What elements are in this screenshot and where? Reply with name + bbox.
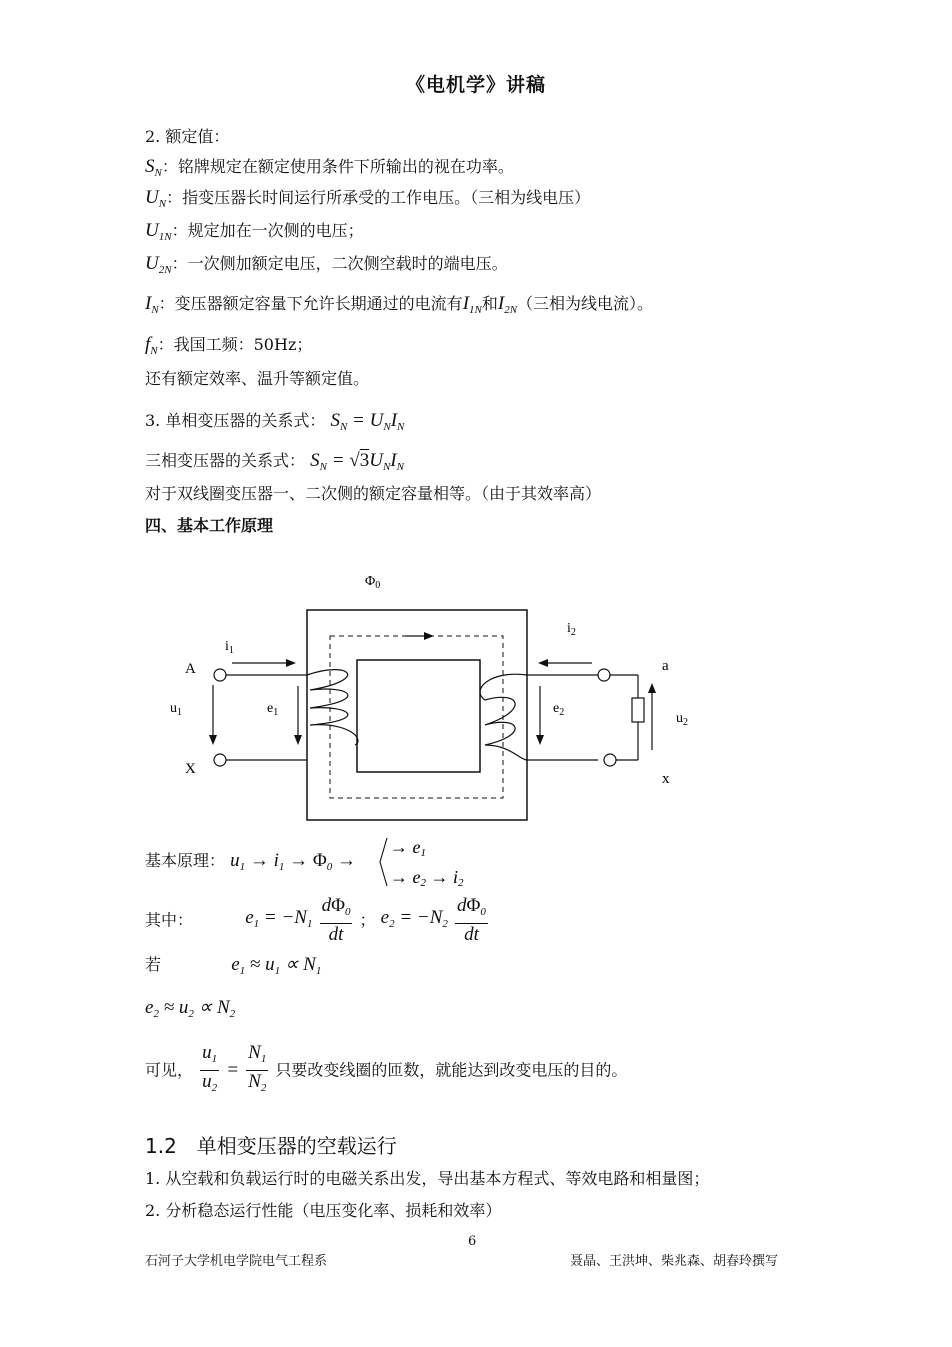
- un-line: $U_N$：指变压器长时间运行所承受的工作电压。（三相为线电压）: [145, 187, 591, 210]
- fn-line: $f_N$：我国工频：50Hz；: [145, 334, 313, 357]
- basic-principle-label: 基本原理：: [145, 851, 226, 870]
- svg-text:→ e2 → i2: → e2 → i2: [390, 867, 464, 889]
- u2n-line: $U_{2N}$：一次侧加额定电压，二次侧空载时的端电压。: [145, 253, 508, 276]
- un-desc: ：指变压器长时间运行所承受的工作电压。（三相为线电压）: [166, 188, 591, 207]
- three-phase-relation: 三相变压器的关系式： $S_N = √3U_NI_N$: [145, 450, 404, 473]
- in-desc-b: （三相为线电流）。: [517, 294, 654, 313]
- footer-department: 石河子大学机电学院电气工程系: [145, 1254, 328, 1269]
- section12-title: 1.2 单相变压器的空载运行: [145, 1134, 397, 1158]
- basic-principle-line: 基本原理： $u_1 \to i_1 \to \Phi_0$ →: [145, 850, 357, 873]
- section12-item1: 1. 从空载和负载运行时的电磁关系出发，导出基本方程式、等效电路和相量图；: [145, 1169, 710, 1188]
- i2-label: $i_2$: [567, 621, 576, 638]
- single-phase-label: 3. 单相变压器的关系式：: [145, 411, 326, 430]
- in-line: $I_N$：变压器额定容量下允许长期通过的电流有$I_{1N}$和$I_{2N}$（三相为线电流）。: [145, 293, 654, 316]
- if-line: 若 $e_1 \approx u_1 \propto N_1$: [145, 954, 322, 977]
- sn-desc: ：铭牌规定在额定使用条件下所输出的视在功率。: [161, 157, 514, 176]
- a-label: a: [662, 658, 669, 674]
- section4-title: 四、基本工作原理: [145, 516, 274, 535]
- i1-label: $i_1$: [225, 639, 234, 656]
- e2-label: $e_2$: [553, 701, 565, 718]
- in-desc-a: ：变压器额定容量下允许长期通过的电流有: [158, 294, 463, 313]
- footer-authors: 聂晶、王洪坤、柴兆森、胡春玲撰写: [570, 1254, 779, 1269]
- three-phase-label: 三相变压器的关系式：: [145, 451, 306, 470]
- emf-equations: 其中： $e_1 = -N_1$ $\frac{d\Phi_0}{dt}$ ； $e_2 = -N_2$ $\frac{d\Phi_0}{dt}$: [145, 895, 486, 945]
- in-desc-and: 和: [481, 294, 498, 313]
- u2-label: $u_2$: [676, 711, 688, 728]
- sn-line: $S_N$：铭牌规定在额定使用条件下所输出的视在功率。: [145, 156, 514, 179]
- u1n-desc: ：规定加在一次侧的电压；: [171, 221, 364, 240]
- fn-desc: ：我国工频：50Hz；: [157, 335, 313, 354]
- page-title: 《电机学》讲稿: [405, 74, 546, 96]
- u2n-desc: ：一次侧加额定电压，二次侧空载时的端电压。: [171, 254, 508, 273]
- single-phase-relation: 3. 单相变压器的关系式： $S_N = U_NI_N$: [145, 410, 405, 433]
- svg-text:→ e1: → e1: [390, 837, 426, 859]
- if-label: 若: [145, 955, 162, 974]
- A-label: A: [185, 661, 196, 677]
- conclusion-line: 可见， $\frac{u_1}{u_2}$ = $\frac{N_1}{N_2}$ 只要改变线圈的匝数，就能达到改变电压的目的。: [145, 1042, 628, 1094]
- X-label: X: [185, 761, 196, 777]
- x-label: x: [662, 771, 670, 787]
- conclusion-prefix: 可见，: [145, 1060, 194, 1080]
- e2-relation: $e_2 \approx u_2 \propto N_2$: [145, 997, 236, 1020]
- where-label: 其中：: [145, 910, 194, 930]
- e1-label: $e_1$: [267, 701, 279, 718]
- page-number: 6: [468, 1234, 477, 1249]
- rated-heading: 2. 额定值：: [145, 127, 230, 146]
- others-line: 还有额定效率、温升等额定值。: [145, 369, 370, 388]
- conclusion-text: 只要改变线圈的匝数，就能达到改变电压的目的。: [275, 1060, 628, 1080]
- equal-capacity-note: 对于双线圈变压器一、二次侧的额定容量相等。（由于其效率高）: [145, 484, 602, 503]
- u1-label: $u_1$: [170, 701, 182, 718]
- phi-label: $\Phi_0$: [365, 574, 381, 591]
- section12-item2: 2. 分析稳态运行性能（电压变化率、损耗和效率）: [145, 1201, 502, 1220]
- u1n-line: $U_{1N}$：规定加在一次侧的电压；: [145, 220, 364, 243]
